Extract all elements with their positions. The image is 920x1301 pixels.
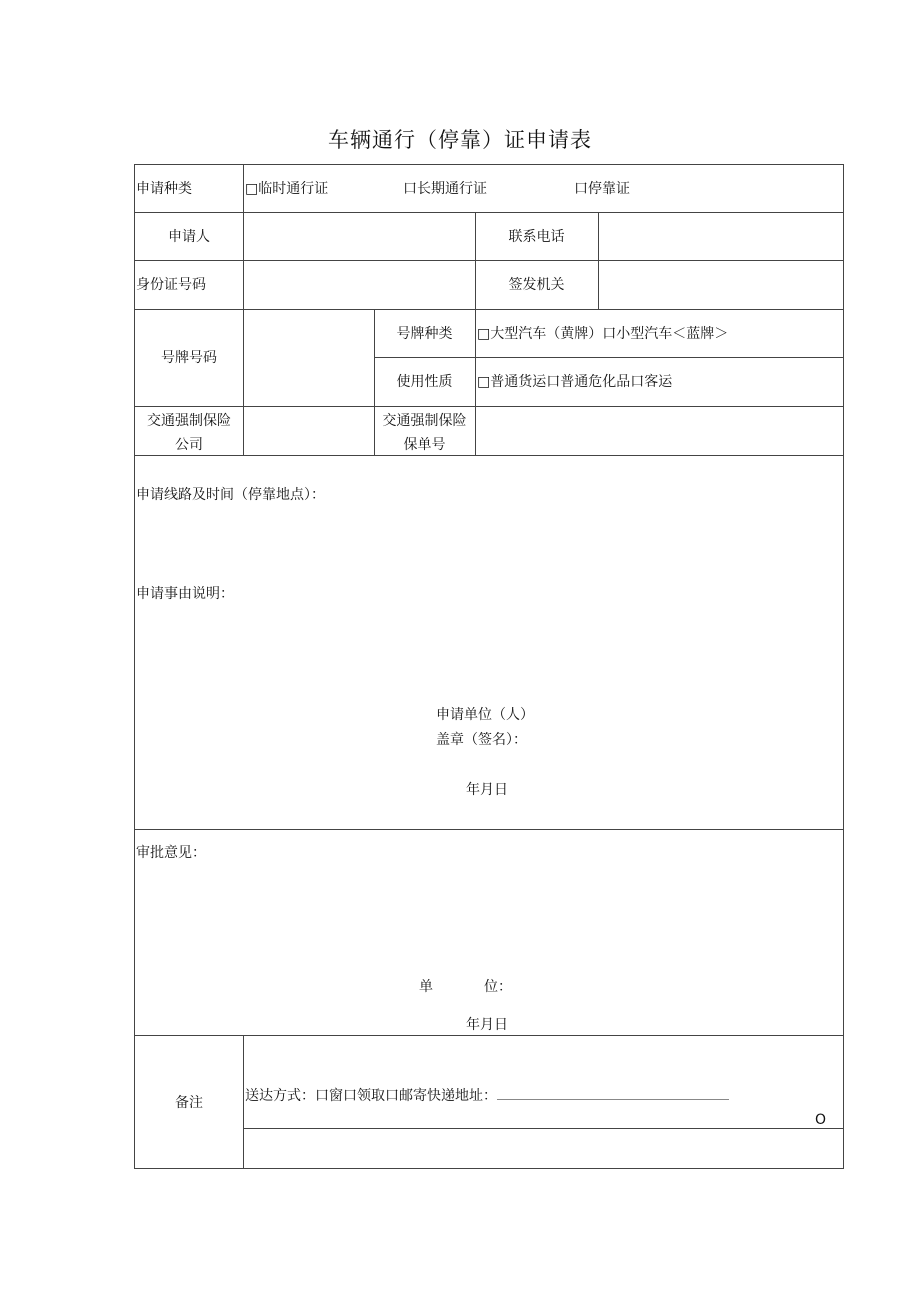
apply-type-label: 申请种类 xyxy=(136,181,192,197)
applicant-label: 申请人 xyxy=(168,229,210,245)
plate-type-options[interactable]: □大型汽车（黄牌）口小型汽车＜蓝牌＞ xyxy=(477,326,729,342)
row-divider xyxy=(134,309,844,310)
address-blank-line[interactable] xyxy=(497,1087,729,1100)
table-border-left xyxy=(134,164,135,1169)
approval-unit-char1: 单 xyxy=(419,979,433,995)
row-divider xyxy=(134,260,844,261)
plate-type-label: 号牌种类 xyxy=(396,326,453,342)
reason-label: 申请事由说明： xyxy=(136,586,234,602)
option-long-term-pass[interactable]: 口长期通行证 xyxy=(403,181,487,197)
plate-number-label: 号牌号码 xyxy=(161,350,217,366)
table-border-top xyxy=(134,164,844,165)
col-divider xyxy=(475,212,476,456)
issuing-authority-label: 签发机关 xyxy=(508,277,565,293)
col-divider xyxy=(598,212,599,309)
row-divider xyxy=(374,357,844,358)
apply-date: 年月日 xyxy=(466,782,508,798)
row-divider xyxy=(134,212,844,213)
option-parking-pass[interactable]: 口停靠证 xyxy=(574,181,630,197)
phone-label: 联系电话 xyxy=(508,229,565,245)
table-border-right xyxy=(843,164,844,1169)
end-mark: O xyxy=(815,1112,827,1128)
policy-label-line2: 保单号 xyxy=(403,437,446,453)
page-title: 车辆通行（停靠）证申请表 xyxy=(328,128,592,152)
option-temporary-pass[interactable]: □临时通行证 xyxy=(245,181,329,197)
applicant-unit-label: 申请单位（人） xyxy=(436,707,534,723)
delivery-method-text: 送达方式：口窗口领取口邮寄快递地址： xyxy=(245,1088,497,1104)
row-divider xyxy=(243,1128,844,1129)
seal-signature-label: 盖章（签名）： xyxy=(436,732,527,748)
insurer-label-line2: 公司 xyxy=(175,437,203,453)
table-border-bottom xyxy=(134,1168,844,1169)
usage-options[interactable]: □普通货运口普通危化品口客运 xyxy=(477,374,673,390)
usage-label: 使用性质 xyxy=(396,374,453,390)
delivery-method-row xyxy=(245,1087,729,1105)
remarks-label: 备注 xyxy=(175,1095,203,1111)
approval-date: 年月日 xyxy=(466,1017,508,1033)
approval-opinion-label: 审批意见： xyxy=(136,845,206,861)
row-divider xyxy=(134,1035,844,1036)
approval-unit-char2: 位： xyxy=(484,979,512,995)
route-time-label: 申请线路及时间（停靠地点）： xyxy=(136,487,325,503)
row-divider xyxy=(134,406,844,407)
insurer-label-line1: 交通强制保险 xyxy=(147,413,231,429)
policy-label-line1: 交通强制保险 xyxy=(382,413,467,429)
row-divider xyxy=(134,455,844,456)
row-divider xyxy=(134,829,844,830)
id-number-label: 身份证号码 xyxy=(136,277,206,293)
